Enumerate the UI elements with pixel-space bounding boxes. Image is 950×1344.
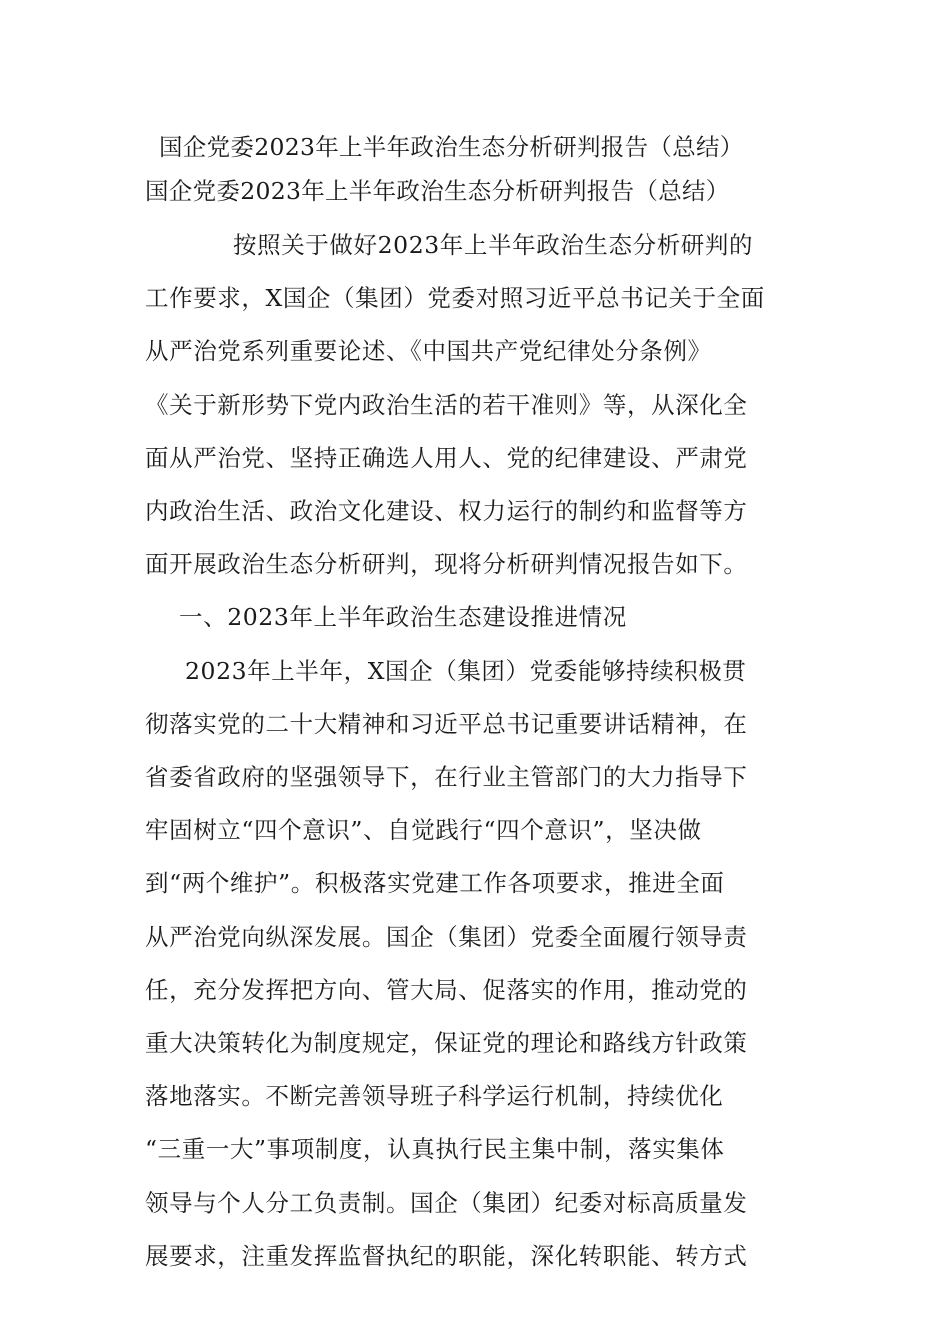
paragraph-line: 展要求，注重发挥监督执纪的职能，深化转职能、转方式	[145, 1241, 748, 1270]
section-paragraph	[145, 645, 810, 1283]
paragraph-line: 重大决策转化为制度规定，保证党的理论和路线方针政策	[145, 1029, 748, 1058]
document-title: 国企党委2023年上半年政治生态分析研判报告（总结）	[159, 133, 744, 161]
paragraph-line: 内政治生活、政治文化建设、权力运行的制约和监督等方	[145, 497, 748, 526]
paragraph-line: 落地落实。不断完善领导班子科学运行机制，持续优化	[145, 1082, 724, 1111]
paragraph-line: 工作要求，X国企（集团）党委对照习近平总书记关于全面	[145, 284, 765, 313]
paragraph-line: 《关于新形势下党内政治生活的若干准则》等，从深化全	[145, 390, 748, 419]
document-body	[145, 125, 810, 1283]
paragraph-line: 面从严治党、坚持正确选人用人、党的纪律建设、严肃党	[145, 443, 748, 472]
paragraph-line: “三重一大”事项制度，认真执行民主集中制，落实集体	[145, 1135, 725, 1164]
paragraph-line: 任，充分发挥把方向、管大局、促落实的作用，推动党的	[145, 975, 748, 1004]
paragraph-line: 省委省政府的坚强领导下，在行业主管部门的大力指导下	[145, 763, 748, 792]
paragraph-line: 从严治党系列重要论述、《中国共产党纪律处分条例》	[145, 337, 712, 366]
paragraph-line: 到“两个维护”。积极落实党建工作各项要求，推进全面	[145, 869, 725, 898]
document-title-repeat: 国企党委2023年上半年政治生态分析研判报告（总结）	[145, 177, 730, 205]
intro-paragraph	[145, 219, 810, 591]
section-heading: 一、2023年上半年政治生态建设推进情况	[179, 603, 627, 632]
paragraph-line: 按照关于做好2023年上半年政治生态分析研判的	[233, 231, 754, 259]
paragraph-line: 彻落实党的二十大精神和习近平总书记重要讲话精神，在	[145, 709, 748, 738]
paragraph-line: 领导与个人分工负责制。国企（集团）纪委对标高质量发	[145, 1188, 748, 1217]
paragraph-line: 从严治党向纵深发展。国企（集团）党委全面履行领导责	[145, 922, 748, 951]
paragraph-line: 2023年上半年，X国企（集团）党委能够持续积极贯	[185, 656, 747, 685]
paragraph-line: 牢固树立“四个意识”、自觉践行“四个意识”，坚决做	[145, 816, 702, 845]
paragraph-line: 面开展政治生态分析研判，现将分析研判情况报告如下。	[145, 550, 748, 579]
